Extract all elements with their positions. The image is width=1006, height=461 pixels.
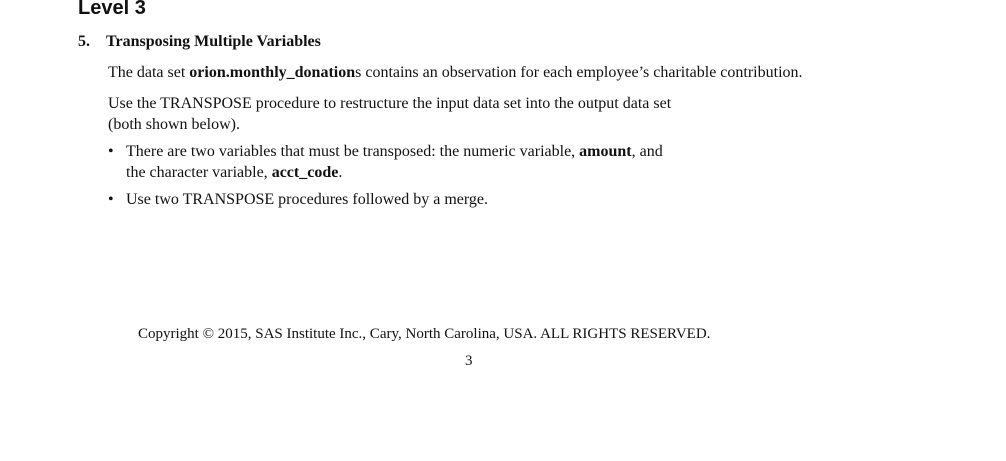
copyright-notice: Copyright © 2015, SAS Institute Inc., Cary, North Carolina, USA. ALL RIGHTS RESERVED. [138, 326, 711, 342]
intro-text-post: s contains an observation for each employee’s charitable contribution. [355, 64, 803, 81]
bullet-text-1c: the character variable, [126, 164, 272, 181]
intro-paragraph [108, 62, 803, 83]
bullet-text-1a: There are two variables that must be transposed: the numeric variable, [126, 143, 580, 160]
bullet-text-1d: . [338, 164, 343, 181]
exercise-number: 5. [78, 33, 90, 50]
level-heading: Level 3 [78, 0, 146, 19]
exercise-title-text: Transposing Multiple Variables [106, 33, 321, 50]
variable-acct-code: acct_code [271, 164, 339, 181]
bullet-list [108, 141, 663, 216]
variable-amount: amount [579, 143, 632, 160]
bullet-text-2: Use two TRANSPOSE procedures followed by a merge. [126, 191, 489, 208]
bullet-icon: • [108, 191, 114, 208]
instruction-line-2: (both shown below). [108, 116, 240, 133]
bullet-icon: • [108, 143, 114, 160]
list-item [108, 141, 663, 183]
bullet-text-1b: , and [631, 143, 663, 160]
instruction-paragraph [108, 93, 671, 135]
page-number: 3 [465, 353, 473, 369]
list-item [108, 189, 663, 210]
exercise-title [78, 32, 321, 52]
instruction-line-1: Use the TRANSPOSE procedure to restructure the input data set into the output data set [108, 95, 672, 112]
dataset-name: orion.monthly_donation [189, 64, 356, 81]
intro-text-pre: The data set [108, 64, 190, 81]
